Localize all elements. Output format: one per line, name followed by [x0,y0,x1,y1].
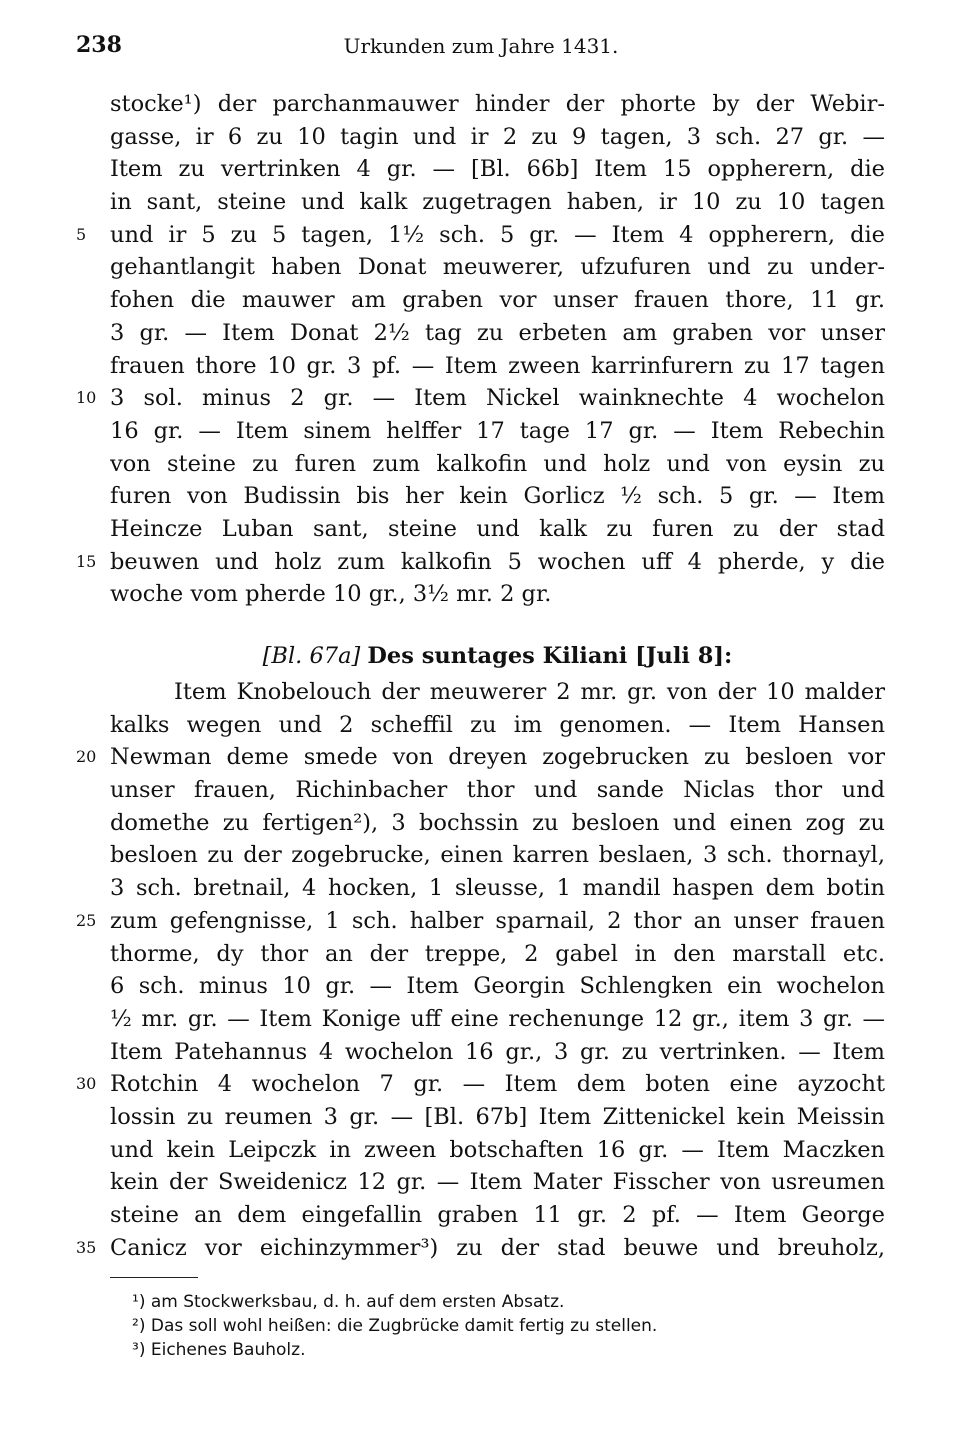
footnote: ²) Das soll wohl heißen: die Zugbrücke damit fertig zu stellen. [132,1316,658,1336]
paragraph-2 [110,676,885,1264]
text-line: ½ mr. gr. — Item Konige uff eine rechenunge 12 gr., item 3 gr. — [110,1005,885,1032]
text-line: thorme, dy thor an der treppe, 2 gabel in den marstall etc. [110,940,885,967]
text-line: Rotchin 4 wochelon 7 gr. — Item dem boten eine ayzocht [110,1071,885,1098]
text-line: Item Patehannus 4 wochelon 16 gr., 3 gr. zu vertrinken. — Item [110,1038,885,1065]
text-line: frauen thore 10 gr. 3 pf. — Item zween karrinfurern zu 17 tagen [110,352,885,379]
text-line: zum gefengnisse, 1 sch. halber sparnail, 2 thor an unser frauen [110,907,885,934]
text-line: woche vom pherde 10 gr., 3½ mr. 2 gr. [110,581,552,608]
text-line: kein der Sweidenicz 12 gr. — Item Mater Fisscher von usreumen [110,1169,885,1196]
footnote: ³) Eichenes Bauholz. [132,1340,306,1360]
footnotes [132,1290,832,1362]
text-line: besloen zu der zogebrucke, einen karren beslaen, 3 sch. thornayl, [110,842,885,869]
folio-reference: [Bl. 67a] [262,643,361,669]
line-number: 30 [76,1074,97,1094]
text-line: stocke¹) der parchanmauwer hinder der phorte by der Webir- [110,91,885,117]
text-line: Heincze Luban sant, steine und kalk zu furen zu der stad [110,515,885,542]
text-line: gasse, ir 6 zu 10 tagin und ir 2 zu 9 tagen, 3 sch. 27 gr. — [110,123,885,150]
text-line: und kein Leipczk in zween botschaften 16 gr. — Item Maczken [110,1136,885,1163]
line-number: 10 [76,388,97,408]
line-number: 20 [76,747,97,767]
page-header [76,32,886,64]
text-line: von steine zu furen zum kalkofin und holz und von eysin zu [110,450,885,477]
text-line: 16 gr. — Item sinem helffer 17 tage 17 gr. — Item Rebechin [110,417,885,444]
text-line: 3 sch. bretnail, 4 hocken, 1 sleusse, 1 mandil haspen dem botin [110,875,885,902]
text-line: steine an dem eingefallin graben 11 gr. 2 pf. — Item George [110,1202,885,1228]
text-line: Item zu vertrinken 4 gr. — [Bl. 66b] Item 15 oppherern, die [110,156,885,183]
text-line: Newman deme smede von dreyen zogebrucken zu besloen vor [110,744,885,771]
text-line: in sant, steine und kalk zugetragen haben, ir 10 zu 10 tagen [110,189,885,216]
text-line: Item Knobelouch der meuwerer 2 mr. gr. von der 10 malder [174,679,885,705]
page-number: 238 [76,32,122,58]
footnote: ¹) am Stockwerksbau, d. h. auf dem ersten Absatz. [132,1292,565,1312]
line-number: 25 [76,910,97,930]
footnote-separator [110,1277,198,1278]
text-line: kalks wegen und 2 scheffil zu im genomen. — Item Hansen [110,711,885,738]
line-number: 35 [76,1237,97,1257]
text-line: fohen die mauwer am graben vor unser frauen thore, 11 gr. [110,287,885,314]
text-line: unser frauen, Richinbacher thor und sande Niclas thor und [110,777,885,804]
section-heading [110,640,885,673]
running-head: Urkunden zum Jahre 1431. [343,34,619,58]
line-number: 5 [76,224,87,244]
text-line: 3 gr. — Item Donat 2½ tag zu erbeten am graben vor unser [110,319,885,346]
text-line: lossin zu reumen 3 gr. — [Bl. 67b] Item Zittenickel kein Meissin [110,1103,885,1130]
text-line: 3 sol. minus 2 gr. — Item Nickel wainknechte 4 wochelon [110,385,885,412]
text-line: beuwen und holz zum kalkofin 5 wochen uff 4 pherde, y die [110,548,885,575]
heading-title: Des suntages Kiliani [Juli 8]: [367,643,733,669]
text-line: furen von Budissin bis her kein Gorlicz ½ sch. 5 gr. — Item [110,483,885,510]
text-line: und ir 5 zu 5 tagen, 1½ sch. 5 gr. — Item 4 oppherern, die [110,221,885,248]
text-line: 6 sch. minus 10 gr. — Item Georgin Schlengken ein wochelon [110,973,885,1000]
text-line: domethe zu fertigen²), 3 bochssin zu besloen und einen zog zu [110,809,885,836]
line-number: 15 [76,551,97,571]
paragraph-1 [110,88,885,611]
text-line: gehantlangit haben Donat meuwerer, ufzufuren und zu under- [110,254,885,281]
text-line: Canicz vor eichinzymmer³) zu der stad beuwe und breuholz, [110,1234,885,1261]
